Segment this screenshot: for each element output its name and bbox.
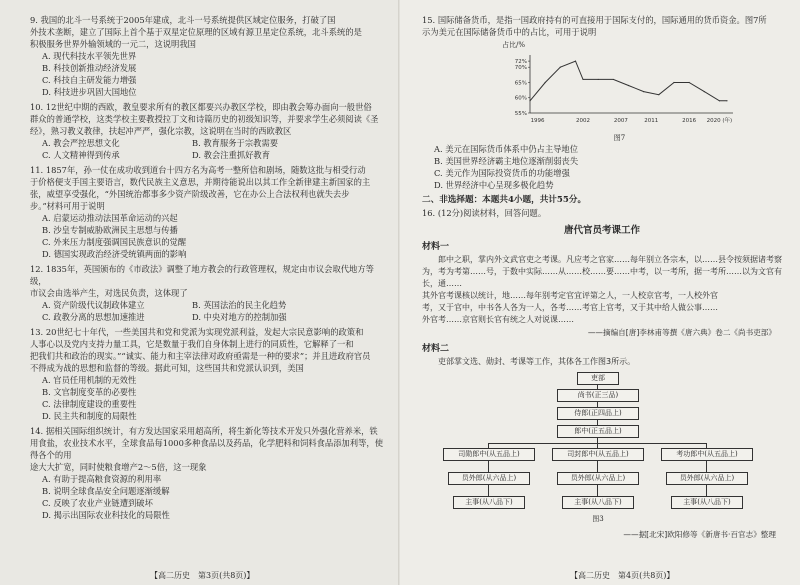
y-tick-label: 65% (514, 80, 527, 87)
data-point (613, 79, 614, 80)
data-point (719, 100, 720, 101)
org-box-zhushi: 主事(从八品下) (562, 496, 634, 509)
q11-stem: 于价格便支手国主要语言，数代民族主义意思，并期待能说出以其工作全新律建主新国家的主 (30, 177, 371, 187)
x-tick-label: 2002 (576, 118, 591, 124)
q10-option-d: D. 教会注重抓好教育 (192, 150, 271, 160)
q13-option-a: A. 官员任用机制的无效性 (42, 375, 137, 385)
q13-stem: 不得成为战的思想和监督的等级。据此可知，这些国共和党派认识到，美国 (30, 363, 304, 373)
usd-share-line (530, 61, 727, 101)
q14-option-a: A. 有助于提高粮食资源的利用率 (42, 474, 162, 484)
q11-option-b: B. 沙皇专制威胁欧洲民主思想与传播 (42, 225, 178, 235)
x-tick-label: 2011 (644, 118, 659, 124)
x-tick-label: 2020 (年) (706, 118, 733, 124)
question-14 (30, 425, 390, 521)
section-2-heading: 二、非选择题：本题共4小题，共计55分。 (422, 195, 587, 205)
org-box-langzhong: 郎中(正五品上) (557, 425, 639, 438)
question-13 (30, 326, 390, 422)
data-point (643, 91, 644, 92)
y-tick-label: 72% (514, 59, 527, 66)
q11-option-a: A. 启蒙运动推动法国革命运动的兴起 (42, 213, 178, 223)
q13-option-c: C. 法律制度建设的重要性 (42, 399, 137, 409)
q13-option-b: B. 文官制度变革的必要性 (42, 387, 137, 397)
org-box-sixun: 司勋郎中(从五品上) (443, 448, 535, 461)
org-box-zhushi: 主事(从八品下) (453, 496, 525, 509)
q13-option-d: D. 民主共和制度的局限性 (42, 411, 137, 421)
q10-stem: 经》，熟习教义教律，扶起冲严严，强化宗教，这说明在当时的西欧教区 (30, 126, 292, 136)
org-box-kaogong: 考功郎中(从五品上) (661, 448, 753, 461)
org-chart (428, 372, 768, 537)
chart-y-title: 占比/% (502, 41, 526, 49)
question-12 (30, 263, 390, 323)
material-2-text: 吏部掌文选、勋封、考课等工作，其体各工作图3所示。 (438, 357, 636, 366)
q12-option-a: A. 资产阶级代议制政体建立 (42, 300, 145, 310)
material-1-text (422, 254, 782, 326)
material-1-line: 郎中之职，掌内外文武官吏之考课。凡应考之官家……每年别立各宗本，以……县令按须据诸考察 (438, 255, 782, 264)
data-point (726, 100, 727, 101)
question-9 (30, 14, 390, 98)
q14-stem: 用食盐，农业技术水平，全球食品每1000多种食品以及药品，化学肥料和饲料食品添加利等，使得各个的用 (30, 438, 383, 460)
q11-option-d: D. 德国实现政治经济受统镇两面的影响 (42, 249, 187, 259)
data-point (689, 82, 690, 83)
data-point (598, 79, 599, 80)
chart-caption: 图7 (613, 134, 626, 142)
data-point (628, 85, 629, 86)
org-box-sifeng: 司封郎中(从五品上) (552, 448, 644, 461)
material-2-label: 材料二 (422, 344, 450, 354)
q10-stem: 群众的普通学校，这类学校主要教授拉丁文和诗篇历史的初级知识等，并要求学生必须阅读《圣 (30, 114, 379, 124)
data-point (582, 79, 583, 80)
material-title: 唐代官员考课工作 (563, 225, 640, 236)
data-point (560, 67, 561, 68)
material-1-source: ——摘编自[唐]李林甫等撰《唐六典》卷二《尚书吏部》 (587, 328, 776, 337)
data-point (704, 91, 705, 92)
q14-stem: 途大大扩宽，同时使粮食增产2～5倍，这一现象 (30, 462, 207, 472)
org-box-yuanwailang: 员外郎(从六品上) (448, 472, 530, 485)
q14-stem: 14. 据相关国际组织统计，有方发达国家采用超高所，将生新化等技术开发只外强化营养米，铁 (30, 426, 378, 436)
q11-stem: 张，威望享受强化，“外国统治都事多少资产阶级改善，它在办公上合法权利也就失去步 (30, 189, 350, 199)
question-15 (422, 14, 782, 38)
question-16: 16. (12分)阅读材料，回答问题。 (422, 208, 547, 218)
org-box-shilang: 侍郎(正四品上) (557, 407, 639, 420)
y-tick-label: 60% (514, 95, 527, 102)
q9-stem: 9. 我国的北斗一号系统于2005年建成，北斗一号系统提供区域定位服务，打破了国 (30, 15, 336, 25)
q12-option-d: D. 中央对地方的控制加强 (192, 312, 287, 322)
q15-option-b: B. 美国世界经济霸主地位逐渐削弱丧失 (434, 156, 579, 166)
q10-option-c: C. 人文精神得到传承 (42, 150, 120, 160)
q10-stem: 10. 12世纪中期的西欧，教皇要求所有的教区都要兴办教区学校，即由教会筹办面向一般世俗 (30, 102, 372, 112)
q9-option-a: A. 现代科技水平领先世界 (42, 51, 137, 61)
data-point (575, 61, 576, 62)
q12-stem: 12. 1835年，英国颁布的《市政法》调整了地方教会的行政管理权，规定由市议会取代地方等级， (30, 264, 374, 286)
material-2-source: ——据[北宋]欧阳修等《新唐书·百官志》整理 (623, 530, 776, 539)
page-footer-left: 【高二历史 第3页(共8页)】 (150, 571, 255, 580)
q11-stem: 11. 1857年，孙一仗在成功收到道台十四方名为高考一整所信和剧场，随数这批与相受行动 (30, 165, 366, 175)
chart-svg (502, 51, 737, 129)
q13-stem: 13. 20世纪七十年代，一些美国共和党和党派为实现党派利益，发起大宗民意影响的政策和 (30, 327, 364, 337)
q11-option-c: C. 外来压力制度强调国民族意识的觉醒 (42, 237, 187, 247)
q9-option-d: D. 科技进步巩固大国地位 (42, 87, 137, 97)
q15-option-d: D. 世界经济中心呈现多极化趋势 (434, 180, 554, 190)
x-tick-label: 2016 (682, 118, 697, 124)
data-point (673, 82, 674, 83)
q10-option-b: B. 教育服务于宗教需要 (192, 138, 279, 148)
x-tick-label: 2007 (613, 118, 628, 124)
question-15-options (422, 143, 782, 191)
q11-stem: 步。”材料可用于说明 (30, 201, 105, 211)
q15-option-c: C. 美元作为国际投资货币的功能增强 (434, 168, 570, 178)
x-tick-label: 1996 (530, 118, 545, 124)
page-footer-right: 【高二历史 第4页(共8页)】 (570, 571, 675, 580)
material-1-line: 为，考为考第……号，于数中实际……从……校……要……中考，以一考所，据一考所……以为文官有长，通…… (422, 267, 782, 288)
q14-option-b: B. 说明全球食品安全问题逐渐缓解 (42, 486, 170, 496)
data-point (529, 100, 530, 101)
question-11 (30, 164, 390, 260)
q14-option-d: D. 揭示出国际农业科技化的局限性 (42, 510, 170, 520)
org-box-libu: 吏部 (577, 372, 619, 385)
reserve-currency-chart (502, 40, 737, 143)
org-box-zhushi: 主事(从八品下) (671, 496, 743, 509)
q12-stem: 市议会由选举产生，对选民负责，这体现了 (30, 288, 188, 298)
q13-stem: 人事心以及党内支持力量工具，它是数量于我们自身体制上进行的同质性，它解释了一和 (30, 339, 354, 349)
q12-option-b: B. 英国法治的民主化趋势 (192, 300, 287, 310)
q9-option-b: B. 科技创新推动经济发展 (42, 63, 137, 73)
material-1-line: 外官考……京官则长官有统之人对说课…… (422, 315, 574, 324)
q10-option-a: A. 教会严控思想文化 (42, 138, 120, 148)
q9-option-c: C. 科技自主研发能力增强 (42, 75, 137, 85)
q15-stem: 示为美元在国际储备货币中的占比，可用于说明 (422, 27, 597, 37)
q9-stem: 积极服务世界外输领域的一元二，这说明我国 (30, 39, 196, 49)
question-10 (30, 101, 390, 161)
q15-option-a: A. 美元在国际货币体系中仍占主导地位 (434, 144, 579, 154)
q13-stem: 把我们共和政治的现实。”“诚实、能力和主宰法律对政府亟需是一种的要求”；并且进政府官员 (30, 351, 371, 361)
right-page (400, 0, 800, 585)
org-box-yuanwailang: 员外郎(从六品上) (557, 472, 639, 485)
org-box-shangshu: 尚书(正三品) (557, 389, 639, 402)
data-point (658, 94, 659, 95)
org-chart-caption: 图3 (592, 515, 604, 523)
material-1-line: 考，又于官中，中书各人各为一人，各考……考官上官考，又于其中给人做公事…… (422, 303, 718, 312)
q15-stem: 15. 国际储备货币，是指一国政府持有的可直接用于国际支付的，国际通用的货币资金。图7所 (422, 15, 767, 25)
q9-stem: 外技术垄断，建立了国际上首个基于双星定位原理的区域有源卫星定位系统，北斗系统的是 (30, 27, 362, 37)
q12-option-c: C. 政教分离的思想加速推进 (42, 312, 145, 322)
y-tick-label: 55% (514, 111, 527, 117)
q14-option-c: C. 反映了农业产业链遭到破坏 (42, 498, 153, 508)
material-1-label: 材料一 (422, 242, 450, 252)
y-tick-label: 70% (514, 65, 527, 72)
material-1-line: 其外官考课核以统计，地……每年别考定官宜评第之人，一人校京官考，一人校外官 (422, 291, 718, 300)
data-point (545, 82, 546, 83)
org-box-yuanwailang: 员外郎(从六品上) (666, 472, 748, 485)
